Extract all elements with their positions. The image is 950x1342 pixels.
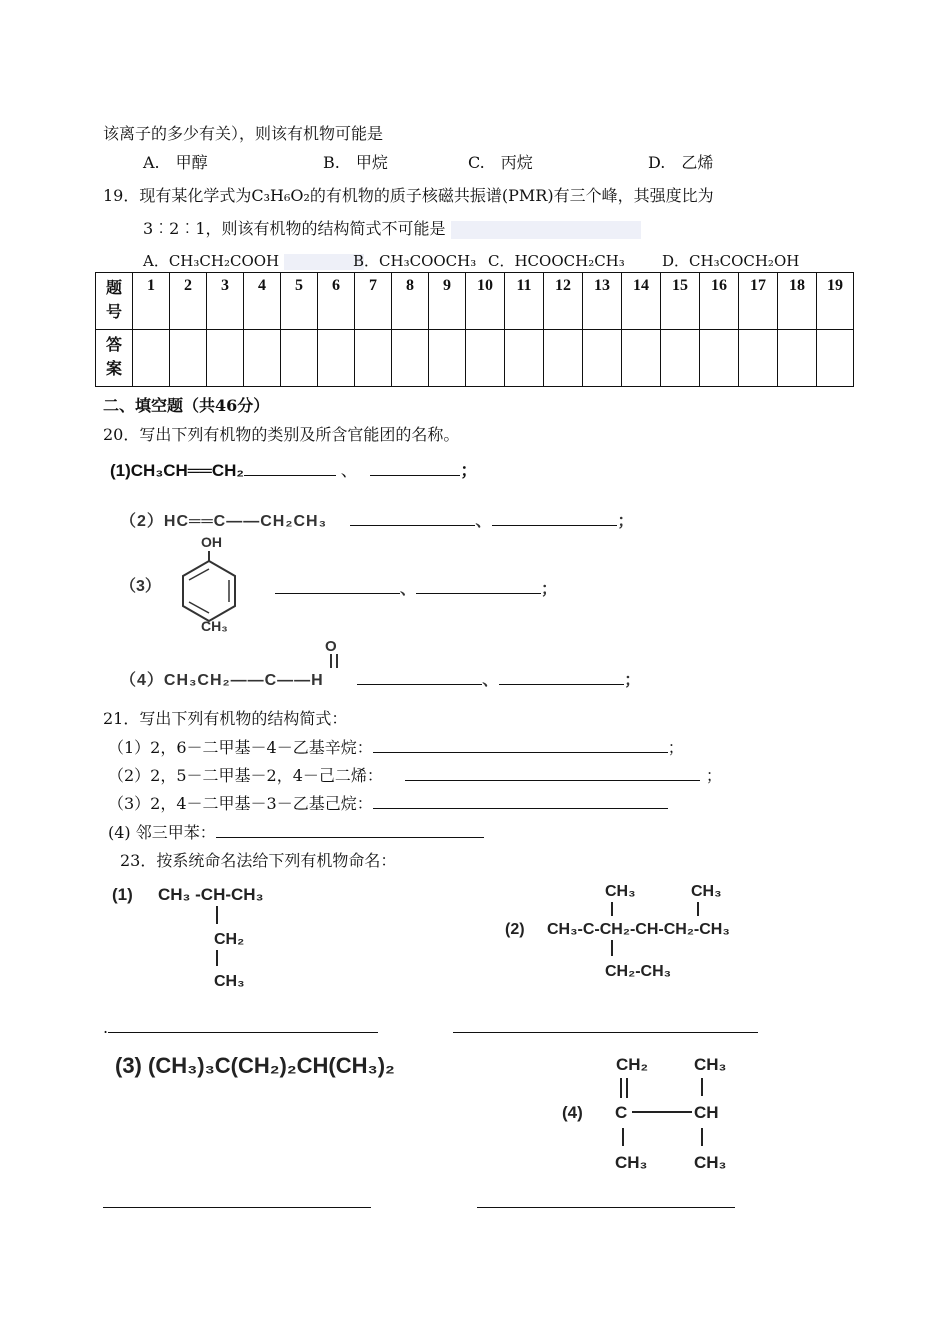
header-char: 案 [105, 361, 122, 378]
answer-number-cell: 11 [505, 273, 544, 330]
s2-top1: CH₃ [605, 883, 636, 900]
q20-item3-label: （3） [120, 578, 161, 595]
q21-item3-text: （3）2，4－二甲基－3－乙基己烷： [108, 794, 373, 813]
answer-number-cell: 6 [318, 273, 355, 330]
answer-cell[interactable] [544, 330, 583, 387]
q21-item4-blank[interactable] [216, 823, 484, 838]
q20-item4-oxygen: O [325, 638, 337, 655]
q20-item1-blank1[interactable] [244, 461, 336, 476]
q20-item2-blank2[interactable] [492, 511, 617, 526]
q20-stem: 20．写出下列有机物的类别及所含官能团的名称。 [103, 425, 460, 444]
s4-bot1: CH₃ [615, 1153, 648, 1172]
q19-stem-line1: 19．现有某化学式为C₃H₆O₂的有机物的质子核磁共振谱(PMR)有三个峰，其强度比为 [103, 186, 714, 205]
s2-main-chain: CH₃-C-CH₂-CH-CH₂-CH₃ [547, 921, 730, 938]
answer-cell[interactable] [622, 330, 661, 387]
s2-top2: CH₃ [691, 883, 722, 900]
q21-item3-blank[interactable] [373, 794, 668, 809]
q20-item2 [120, 508, 634, 531]
answer-number-cell: 14 [622, 273, 661, 330]
q23-s2-answer-blank[interactable] [453, 1018, 758, 1033]
answer-cell[interactable] [778, 330, 817, 387]
ch3-label: CH₃ [201, 618, 228, 633]
end-mark: ； [617, 513, 635, 530]
answer-number-cell: 5 [281, 273, 318, 330]
answer-cell[interactable] [207, 330, 244, 387]
header-char: 号 [105, 304, 122, 321]
end-mark: ； [705, 766, 722, 785]
q19-stem-text: 3︰2︰1，则该有机物的结构简式不可能是 [143, 219, 446, 238]
q18-option-d: D. 乙烯 [648, 153, 714, 172]
s4-c: C [615, 1103, 628, 1122]
q23-s4-answer-blank[interactable] [477, 1193, 735, 1208]
answer-cell[interactable] [281, 330, 318, 387]
q23-s4-answer [477, 1193, 735, 1212]
header-char: 答 [105, 337, 122, 354]
q23-structure2 [505, 876, 835, 986]
s4-ch: CH [694, 1103, 719, 1122]
answer-number-cell: 3 [207, 273, 244, 330]
q23-answer-row1 [103, 1018, 378, 1037]
benzene-ring [183, 561, 235, 621]
q20-item3-answers [275, 576, 557, 599]
q23-s2-answer [453, 1018, 758, 1037]
dot-mark: . [103, 1018, 109, 1037]
answer-cell[interactable] [817, 330, 854, 387]
q23-structure1 [108, 878, 308, 993]
separator: 、 [340, 461, 358, 480]
answer-number-cell: 7 [355, 273, 392, 330]
answer-cell[interactable] [170, 330, 207, 387]
q18-option-c: C. 丙烷 [468, 153, 533, 172]
q20-item3-blank1[interactable] [275, 579, 400, 594]
q19-highlight [451, 221, 641, 239]
q21-item1-text: （1）2，6－二甲基－4－乙基辛烷： [108, 738, 373, 757]
q21-item4 [108, 820, 484, 843]
q20-item4-blank2[interactable] [499, 670, 624, 685]
answer-cell[interactable] [133, 330, 170, 387]
oh-label: OH [201, 534, 222, 550]
answer-table [95, 272, 854, 387]
q23-s3-answer [103, 1193, 371, 1212]
answer-cell[interactable] [583, 330, 622, 387]
q18-option-a: A. 甲醇 [143, 153, 208, 172]
answer-cell[interactable] [661, 330, 700, 387]
answer-cell[interactable] [318, 330, 355, 387]
answer-number-cell: 10 [466, 273, 505, 330]
q20-item4-formula: （4）CH₃CH₂——C——H [120, 672, 324, 689]
separator: 、 [475, 513, 493, 530]
q20-item2-formula: （2）HC══C——CH₂CH₃ [120, 513, 327, 530]
answer-number-cell: 8 [392, 273, 429, 330]
answer-table-answer-row [96, 330, 854, 387]
answer-table-header-number [96, 273, 133, 330]
q20-item4 [120, 667, 641, 690]
answer-number-cell: 2 [170, 273, 207, 330]
answer-number-cell: 12 [544, 273, 583, 330]
q21-item1-blank[interactable] [373, 738, 668, 753]
q20-item1-formula: (1)CH₃CH══CH₂ [110, 461, 244, 480]
s1-branch2: CH₃ [214, 973, 245, 990]
answer-table-header-answer [96, 330, 133, 387]
q23-s1-answer-blank[interactable] [108, 1018, 378, 1033]
answer-table-number-row [96, 273, 854, 330]
q23-s3-answer-blank[interactable] [103, 1193, 371, 1208]
q19-option-a-highlight [284, 254, 364, 270]
q21-stem: 21．写出下列有机物的结构简式： [103, 709, 348, 728]
q23-stem: 23．按系统命名法给下列有机物命名： [120, 851, 397, 870]
q21-item1 [108, 735, 684, 758]
header-char: 题 [105, 280, 122, 297]
separator: 、 [400, 581, 417, 598]
s2-bottom: CH₂-CH₃ [605, 963, 672, 980]
q20-item4-blank1[interactable] [357, 670, 482, 685]
s4-bot2: CH₃ [694, 1153, 727, 1172]
answer-cell[interactable] [700, 330, 739, 387]
s4-top1: CH₂ [616, 1055, 649, 1074]
s1-branch1: CH₂ [214, 931, 245, 948]
answer-number-cell: 1 [133, 273, 170, 330]
s1-label: (1) [112, 885, 133, 904]
answer-cell[interactable] [244, 330, 281, 387]
q21-item2-text: （2）2，5－二甲基－2，4－己二烯： [108, 766, 383, 785]
q21-item3 [108, 791, 668, 814]
q19-option-a [143, 250, 364, 271]
q21-item4-text: (4) 邻三甲苯： [108, 823, 216, 842]
q20-item1 [110, 456, 477, 481]
s2-label: (2) [505, 921, 525, 938]
end-mark: ； [624, 672, 642, 689]
q20-item1-blank2[interactable] [370, 461, 460, 476]
answer-cell[interactable] [429, 330, 466, 387]
q23-structure4 [560, 1048, 750, 1178]
cresol-structure [165, 533, 255, 633]
q18-continuation: 该离子的多少有关），则该有机物可能是 [103, 124, 384, 143]
answer-number-cell: 15 [661, 273, 700, 330]
answer-number-cell: 13 [583, 273, 622, 330]
end-mark: ； [667, 738, 684, 757]
q19-option-b: B．CH₃COOCH₃ [353, 252, 477, 270]
q19-option-d: D．CH₃COCH₂OH [662, 252, 800, 270]
answer-number-cell: 9 [429, 273, 466, 330]
q21-item2-blank[interactable] [405, 766, 700, 781]
answer-cell[interactable] [466, 330, 505, 387]
answer-cell[interactable] [392, 330, 429, 387]
answer-number-cell: 17 [739, 273, 778, 330]
s1-main-chain: CH₃ -CH-CH₃ [158, 885, 264, 904]
q23-structure3: (3) (CH₃)₃C(CH₂)₂CH(CH₃)₂ [115, 1053, 395, 1078]
q19-option-a-text: A．CH₃CH₂COOH [143, 252, 280, 270]
q20-item3-blank2[interactable] [416, 579, 541, 594]
separator: 、 [482, 672, 500, 689]
answer-number-cell: 16 [700, 273, 739, 330]
q19-stem-line2 [143, 216, 688, 239]
answer-number-cell: 19 [817, 273, 854, 330]
end-mark: ； [541, 581, 558, 598]
answer-number-cell: 18 [778, 273, 817, 330]
s4-label: (4) [562, 1103, 583, 1122]
answer-cell[interactable] [739, 330, 778, 387]
answer-number-cell: 4 [244, 273, 281, 330]
section2-title: 二、填空题（共46分） [103, 396, 270, 415]
s4-top2: CH₃ [694, 1055, 727, 1074]
q19-option-c: C．HCOOCH₂CH₃ [488, 252, 625, 270]
answer-cell[interactable] [355, 330, 392, 387]
q20-item2-blank1[interactable] [350, 511, 475, 526]
q18-option-b: B. 甲烷 [323, 153, 388, 172]
answer-cell[interactable] [505, 330, 544, 387]
q21-item2 [108, 763, 722, 786]
end-mark: ； [460, 461, 478, 480]
